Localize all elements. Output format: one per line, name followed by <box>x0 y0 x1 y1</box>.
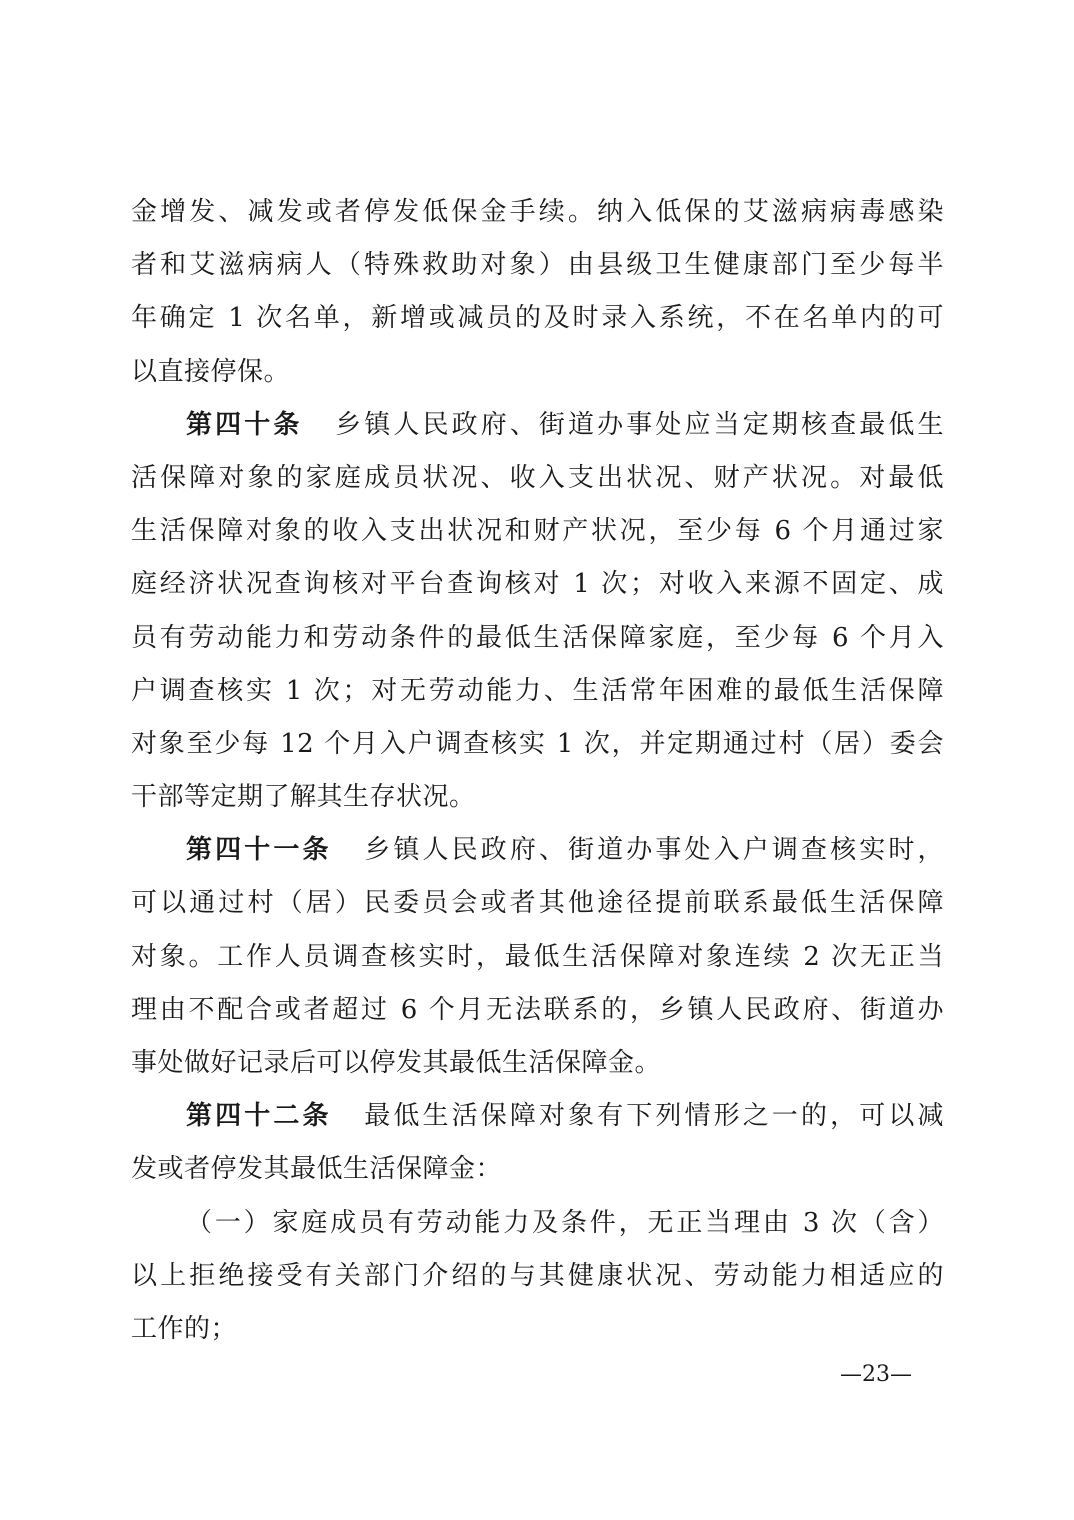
page-number: —23— <box>840 1362 912 1387</box>
text-line: 发或者停发其最低生活保障金： <box>131 1154 503 1185</box>
article-42-title: 第四十二条 <box>186 1101 332 1132</box>
text-line: 工作的； <box>131 1313 238 1344</box>
text-line: 者和艾滋病病人（特殊救助对象）由县级卫生健康部门至少每半 <box>131 250 944 281</box>
text-line: 理由不配合或者超过 6 个月无法联系的，乡镇人民政府、街道办 <box>131 994 944 1025</box>
text-line: 干部等定期了解其生存状况。 <box>131 782 476 813</box>
article-41-title: 第四十一条 <box>186 835 332 866</box>
text-line: 活保障对象的家庭成员状况、收入支出状况、财产状况。对最低 <box>131 462 944 493</box>
text-line: 员有劳动能力和劳动条件的最低生活保障家庭，至少每 6 个月入 <box>131 622 944 653</box>
text-line: 生活保障对象的收入支出状况和财产状况，至少每 6 个月通过家 <box>131 516 944 547</box>
article-40-title: 第四十条 <box>186 409 303 440</box>
text-line: 庭经济状况查询核对平台查询核对 1 次；对收入来源不固定、成 <box>131 569 944 600</box>
text-line: 户调查核实 1 次；对无劳动能力、生活常年困难的最低生活保障 <box>131 675 944 706</box>
article-41-first-line <box>131 824 944 877</box>
text-line: 年确定 1 次名单，新增或减员的及时录入系统，不在名单内的可 <box>131 303 944 334</box>
article-40-lead-text: 乡镇人民政府、街道办事处应当定期核查最低生 <box>332 409 944 440</box>
article-40-first-line <box>131 399 944 452</box>
body-text <box>131 186 944 1356</box>
text-line: 事处做好记录后可以停发其最低生活保障金。 <box>131 1048 662 1078</box>
item-1-first-line: （一）家庭成员有劳动能力及条件，无正当理由 3 次（含） <box>186 1207 944 1238</box>
article-42-lead-text: 最低生活保障对象有下列情形之一的，可以减 <box>361 1101 944 1132</box>
text-line: 对象。工作人员调查核实时，最低生活保障对象连续 2 次无正当 <box>131 941 944 972</box>
text-line: 以直接停保。 <box>131 356 291 387</box>
text-line: 对象至少每 12 个月入户调查核实 1 次，并定期通过村（居）委会 <box>131 728 944 759</box>
text-line: 以上拒绝接受有关部门介绍的与其健康状况、劳动能力相适应的 <box>131 1260 944 1291</box>
article-41-lead-text: 乡镇人民政府、街道办事处入户调查核实时， <box>361 835 944 866</box>
text-line: 金增发、减发或者停发低保金手续。纳入低保的艾滋病病毒感染 <box>131 197 944 227</box>
article-42-first-line <box>131 1090 944 1143</box>
text-line: 可以通过村（居）民委员会或者其他途径提前联系最低生活保障 <box>131 888 944 919</box>
